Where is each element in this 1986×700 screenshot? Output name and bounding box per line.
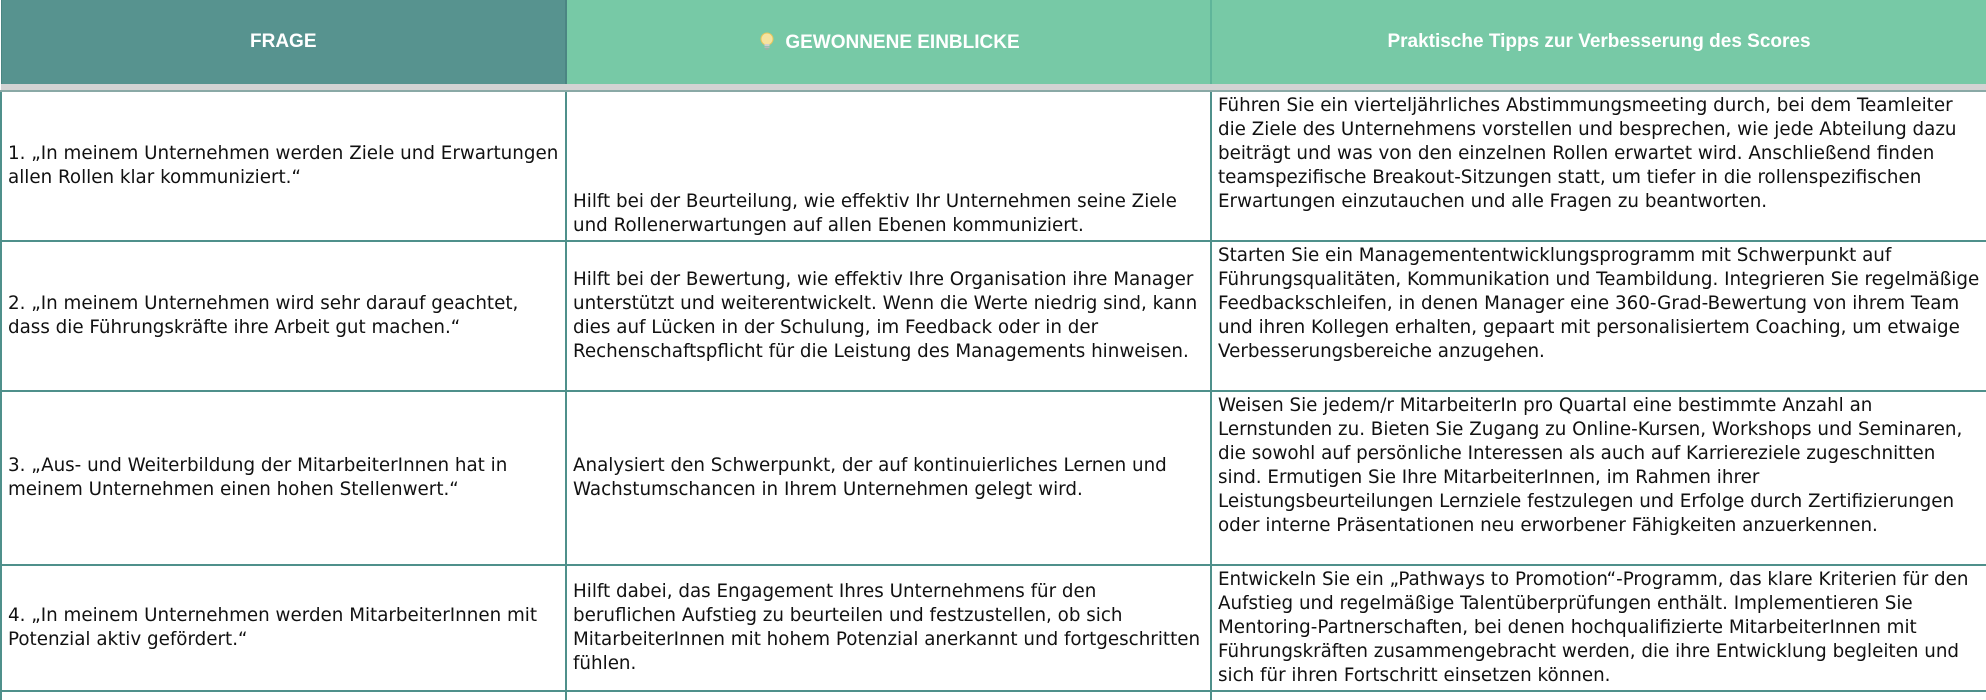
insight-cell[interactable]: Hilft dabei, das Engagement Ihres Unternehmens für den beruflichen Aufstieg zu beurteilen und festzustellen, ob sich MitarbeiterInnen mit hohem Potenzial anerkannt und fortgeschritten fühlen. [566,565,1211,691]
question-cell[interactable]: 1. „In meinem Unternehmen werden Ziele und Erwartungen allen Rollen klar kommuniziert.“ [1,91,566,241]
question-cell[interactable]: 2. „In meinem Unternehmen wird sehr darauf geachtet, dass die Führungskräfte ihre Arbeit gut machen.“ [1,241,566,391]
tip-cell[interactable]: Entwickeln Sie ein „Pathways to Promotion“-Programm, das klare Kriterien für den Aufstieg und regelmäßige Talentüberprüfungen enthält. Implementieren Sie Mentoring-Partnerschaften, bei denen hochqualifizierte MitarbeiterInnen mit Führungskräften zusammengebracht werden, die ihre Entwicklung begleiten und sich für ihren Fortschritt einsetzen können. [1211,565,1986,691]
header-tipps-label: Praktische Tipps zur Verbesserung des Scores [1387,31,1811,52]
table-row [1,565,1986,691]
tip-cell-empty[interactable] [1211,691,1986,700]
table-row [1,91,1986,241]
insight-cell[interactable]: Hilft bei der Beurteilung, wie effektiv Ihr Unternehmen seine Ziele und Rollenerwartungen auf allen Ebenen kommuniziert. [566,91,1211,241]
table-row [1,241,1986,391]
question-cell-empty[interactable] [1,691,566,700]
table-row-partial [1,691,1986,700]
header-separator [1,84,1986,91]
table-row [1,391,1986,565]
insight-cell-empty[interactable] [566,691,1211,700]
header-tipps[interactable] [1211,0,1986,84]
header-einblicke-label: GEWONNENE EINBLICKE [785,31,1020,53]
question-cell[interactable]: 4. „In meinem Unternehmen werden MitarbeiterInnen mit Potenzial aktiv gefördert.“ [1,565,566,691]
tip-cell[interactable]: Starten Sie ein Managemententwicklungsprogramm mit Schwerpunkt auf Führungsqualitäten, Kommunikation und Teambildung. Integrieren Sie regelmäßige Feedbackschleifen, in denen Manager eine 360-Grad-Bewertung von ihrem Team und ihren Kollegen erhalten, gepaart mit personalisiertem Coaching, um etwaige Verbesserungsbereiche anzugehen. [1211,241,1986,391]
question-cell[interactable]: 3. „Aus- und Weiterbildung der MitarbeiterInnen hat in meinem Unternehmen einen hohen Stellenwert.“ [1,391,566,565]
header-row [1,0,1986,84]
header-frage-label: FRAGE [250,31,317,52]
insight-cell[interactable]: Hilft bei der Bewertung, wie effektiv Ihre Organisation ihre Manager unterstützt und weiterentwickelt. Wenn die Werte niedrig sind, kann dies auf Lücken in der Schulung, im Feedback oder in der Rechenschaftspflicht für die Leistung des Managements hinweisen. [566,241,1211,391]
tip-cell[interactable]: Weisen Sie jedem/r MitarbeiterIn pro Quartal eine bestimmte Anzahl an Lernstunden zu. Bieten Sie Zugang zu Online-Kursen, Workshops und Seminaren, die sowohl auf persönliche Interessen als auch auf Karriereziele zugeschnitten sind. Ermutigen Sie Ihre MitarbeiterInnen, im Rahmen ihrer Leistungsbeurteilungen Lernziele festzulegen und Erfolge durch Zertifizierungen oder interne Präsentationen neu erworbener Fähigkeiten anzuerkennen. [1211,391,1986,565]
header-frage[interactable] [1,0,566,84]
header-einblicke[interactable] [566,0,1211,84]
tip-cell[interactable]: Führen Sie ein vierteljährliches Abstimmungsmeeting durch, bei dem Teamleiter die Ziele des Unternehmens vorstellen und besprechen, wie jede Abteilung dazu beiträgt und was von den einzelnen Rollen erwartet wird. Anschließend finden teamspezifische Breakout-Sitzungen statt, um tiefer in die rollenspezifischen Erwartungen einzutauchen und alle Fragen zu beantworten. [1211,91,1986,241]
insight-cell[interactable]: Analysiert den Schwerpunkt, der auf kontinuierliches Lernen und Wachstumschancen in Ihrem Unternehmen gelegt wird. [566,391,1211,565]
lightbulb-icon [757,31,777,51]
